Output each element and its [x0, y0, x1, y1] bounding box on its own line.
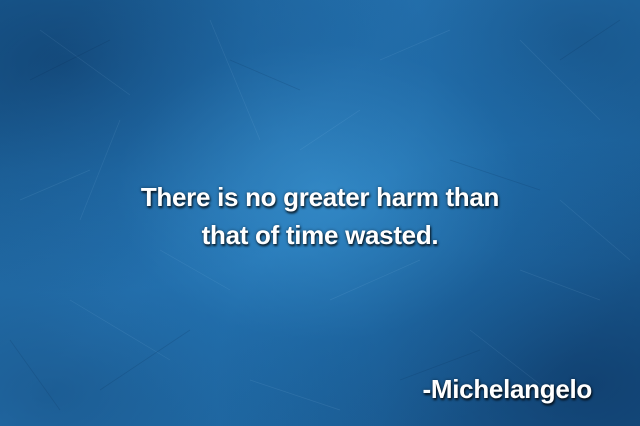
quote-line-2: that of time wasted.: [201, 220, 439, 250]
quote-author: -Michelangelo: [422, 374, 592, 404]
quote-line-1: There is no greater harm than: [140, 182, 500, 212]
quote-text: [60, 178, 580, 254]
